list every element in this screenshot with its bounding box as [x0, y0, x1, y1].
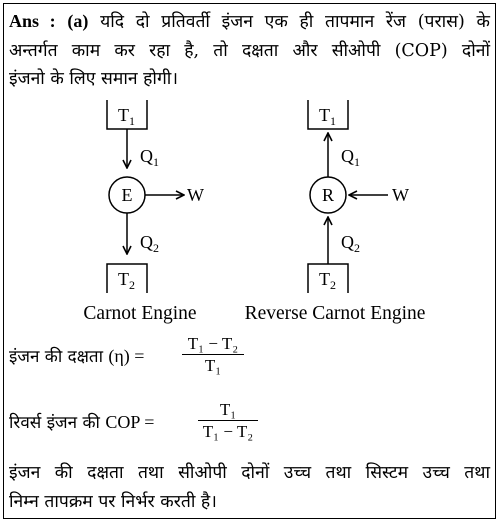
- answer-line-1: [9, 10, 490, 33]
- heat-out-left-label: $Q_2$: [140, 232, 159, 255]
- heat-in-left-label: $Q_1$: [140, 146, 159, 169]
- answer-option: (a): [67, 11, 89, 31]
- work-left-label: W: [187, 185, 204, 205]
- cop-fraction: [198, 400, 258, 443]
- efficiency-label: इंजन की दक्षता: [9, 347, 103, 367]
- efficiency-numerator: T₁ − T₂: [187, 334, 239, 353]
- conclusion-line-1: इंजन की दक्षता तथा सीओपी दोनों उच्च तथा सिस्टम उच्च तथा: [9, 463, 490, 483]
- answer-text-1: यदि दो प्रतिवर्ती इंजन एक ही तापमान रेंज (परास) के: [100, 12, 490, 32]
- cop-numerator: T₁: [219, 400, 237, 419]
- cop-denominator: T₁ − T₂: [198, 420, 258, 443]
- answer-label: Ans :: [9, 11, 56, 31]
- work-right-label: W: [392, 185, 409, 205]
- engine-label-e: E: [121, 185, 133, 205]
- conclusion-line-2: निम्न तापक्रम पर निर्भर करती है।: [9, 492, 217, 512]
- cold-reservoir-left-label: $T_2$: [118, 269, 135, 292]
- efficiency-formula: [9, 345, 144, 368]
- efficiency-fraction: [182, 334, 244, 377]
- answer-line-2: अन्तर्गत काम कर रहा है, तो दक्षता और सीओपी (COP) दोनों: [9, 41, 490, 61]
- cold-reservoir-right-label: $T_2$: [319, 269, 336, 292]
- reverse-carnot-engine-diagram: [245, 100, 426, 324]
- cop-symbol: COP =: [105, 412, 155, 432]
- cop-formula: [9, 411, 154, 434]
- hot-reservoir-right-label: $T_1$: [319, 105, 336, 128]
- reverse-carnot-engine-caption: Reverse Carnot Engine: [244, 303, 426, 324]
- carnot-engine-caption: Carnot Engine: [83, 303, 197, 324]
- hot-reservoir-left-label: $T_1$: [118, 105, 135, 128]
- heat-out-right-label: $Q_2$: [341, 232, 360, 255]
- cop-label: रिवर्स इंजन की: [9, 413, 100, 433]
- answer-line-3: इंजनो के लिए समान होगी।: [9, 69, 178, 89]
- efficiency-denominator: T₁: [182, 354, 244, 377]
- engine-label-r: R: [321, 185, 335, 205]
- carnot-diagram: [4, 96, 497, 326]
- heat-in-right-label: $Q_1$: [341, 146, 360, 169]
- carnot-engine-diagram: [83, 100, 204, 324]
- answer-card: [3, 3, 496, 519]
- efficiency-symbol: (η) =: [108, 346, 145, 366]
